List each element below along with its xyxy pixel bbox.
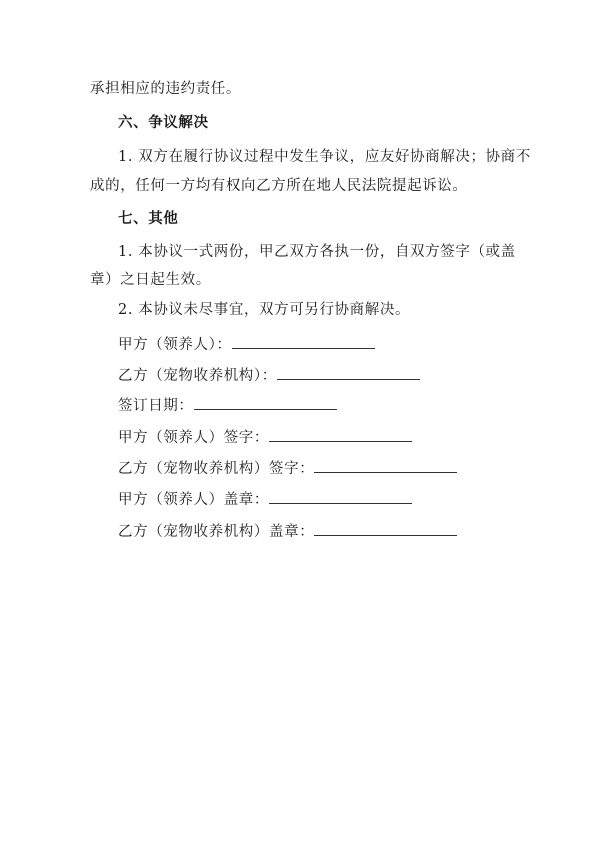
section-heading-other: 七、其他 bbox=[118, 211, 179, 227]
signature-field-party-a bbox=[118, 334, 375, 355]
field-label: 乙方（宠物收养机构）： bbox=[118, 368, 277, 384]
fill-blank[interactable] bbox=[232, 334, 375, 349]
signature-field-party-b-seal bbox=[118, 521, 457, 542]
fill-blank[interactable] bbox=[194, 395, 337, 410]
field-label: 甲方（领养人）： bbox=[118, 337, 232, 353]
signature-field-party-b-signature bbox=[118, 458, 457, 479]
paragraph-dispute-line2: 成的，任何一方均有权向乙方所在地人民法院提起诉讼。 bbox=[90, 178, 468, 194]
section-heading-dispute: 六、争议解决 bbox=[118, 115, 209, 131]
fill-blank[interactable] bbox=[314, 521, 457, 536]
fill-blank[interactable] bbox=[314, 458, 457, 473]
signature-field-party-a-seal bbox=[118, 489, 412, 510]
field-label: 乙方（宠物收养机构）盖章： bbox=[118, 524, 315, 540]
field-label: 甲方（领养人）签字： bbox=[118, 430, 269, 446]
paragraph-copies-line2: 章）之日起生效。 bbox=[90, 272, 211, 288]
fill-blank[interactable] bbox=[269, 427, 412, 442]
field-label: 签订日期： bbox=[118, 398, 194, 414]
signature-field-sign-date bbox=[118, 395, 337, 416]
paragraph-dispute-line1: 1. 双方在履行协议过程中发生争议，应友好协商解决；协商不 bbox=[118, 149, 531, 165]
paragraph-copies-line1: 1. 本协议一式两份，甲乙双方各执一份，自双方签字（或盖 bbox=[118, 244, 516, 260]
fill-blank[interactable] bbox=[269, 489, 412, 504]
paragraph-breach-liability: 承担相应的违约责任。 bbox=[90, 81, 241, 97]
paragraph-unresolved-matters: 2. 本协议未尽事宜，双方可另行协商解决。 bbox=[118, 302, 411, 318]
signature-field-party-a-signature bbox=[118, 427, 412, 448]
fill-blank[interactable] bbox=[277, 365, 420, 380]
field-label: 乙方（宠物收养机构）签字： bbox=[118, 461, 315, 477]
signature-field-party-b bbox=[118, 365, 420, 386]
field-label: 甲方（领养人）盖章： bbox=[118, 492, 269, 508]
